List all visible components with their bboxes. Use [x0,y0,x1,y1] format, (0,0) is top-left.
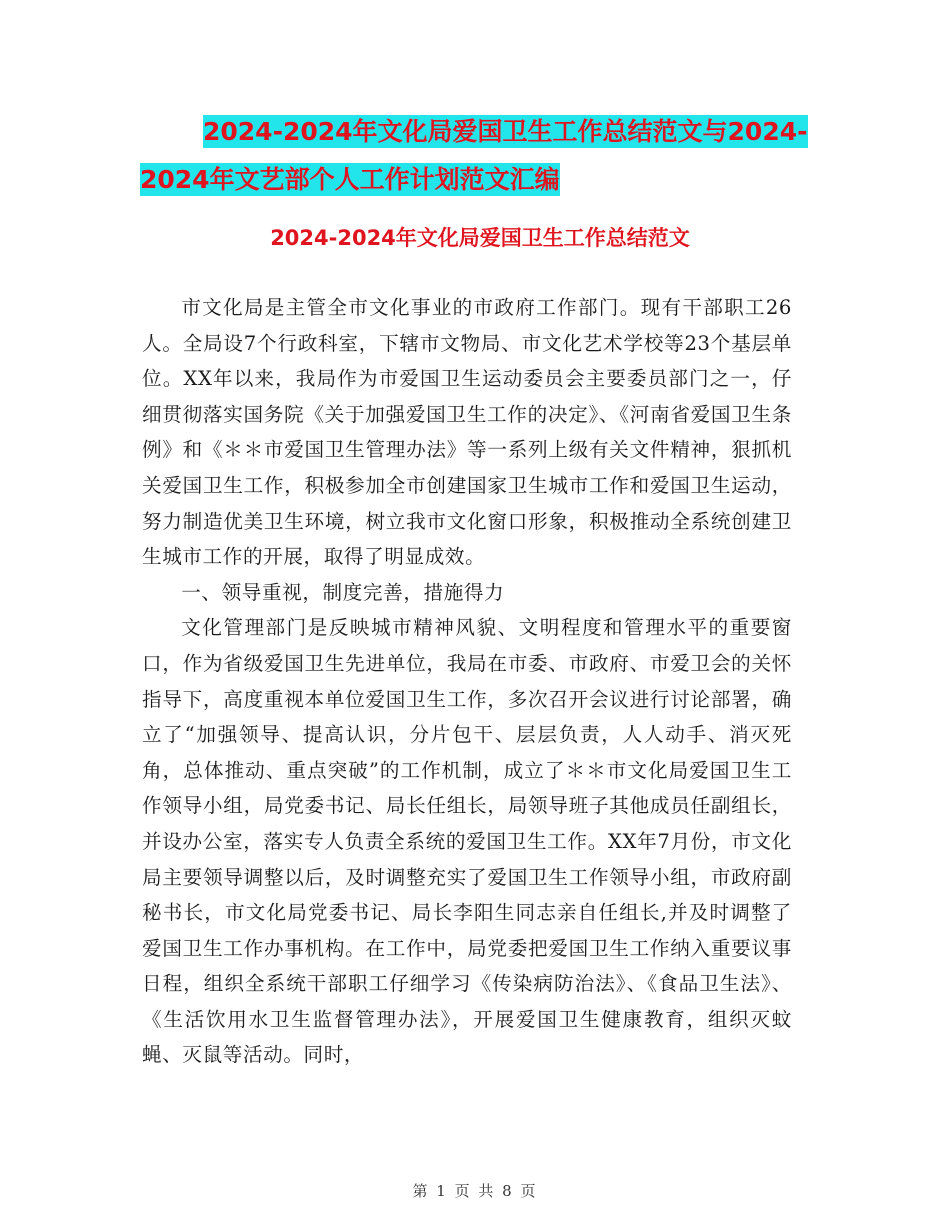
paragraph-heading-1: 一、领导重视，制度完善，措施得力 [181,580,505,604]
paragraph-leadership: 文化管理部门是反映城市精神风貌、文明程度和管理水平的重要窗口，作为省级爱国卫生先进单位，我局在市委、市政府、市爱卫会的关怀指导下，高度重视本单位爱国卫生工作，多次召开会议进行讨论部署，确立了“加强领导、提高认识，分片包干、层层负责，人人动手、消灭死角，总体推动、重点突破”的工作机制，成立了＊＊市文化局爱国卫生工作领导小组，局党委书记、局长任组长，局领导班子其他成员任副组长，并设办公室，落实专人负责全系统的爱国卫生工作。XX年7月份，市文化局主要领导调整以后，及时调整充实了爱国卫生工作领导小组，市政府副秘书长，市文化局党委书记、局长李阳生同志亲自任组长,并及时调整了爱国卫生工作办事机构。在工作中，局党委把爱国卫生工作纳入重要议事日程，组织全系统干部职工仔细学习《传染病防治法》、《食品卫生法》、《生活饮用水卫生监督管理办法》，开展爱国卫生健康教育，组织灭蚊蝇、灭鼠等活动。同时， [142,616,792,1067]
title-line-1: 2024-2024年文化局爱国卫生工作总结范文与2024- [203,117,808,146]
page-footer: 第 1 页 共 8 页 [412,1182,538,1200]
document-body [142,290,792,1073]
title-line-2: 2024年文艺部个人工作计划范文汇编 [140,165,560,194]
section-title: 2024-2024年文化局爱国卫生工作总结范文 [270,226,690,250]
document-title [140,108,820,204]
paragraph-intro: 市文化局是主管全市文化事业的市政府工作部门。现有干部职工26人。全局设7个行政科室，下辖市文物局、市文化艺术学校等23个基层单位。XX年以来，我局作为市爱国卫生运动委员会主要委员部门之一，仔细贯彻落实国务院《关于加强爱国卫生工作的决定》、《河南省爱国卫生条例》和《＊＊市爱国卫生管理办法》等一系列上级有关文件精神，狠抓机关爱国卫生工作，积极参加全市创建国家卫生城市工作和爱国卫生运动，努力制造优美卫生环境，树立我市文化窗口形象，积极推动全系统创建卫生城市工作的开展，取得了明显成效。 [142,296,792,569]
